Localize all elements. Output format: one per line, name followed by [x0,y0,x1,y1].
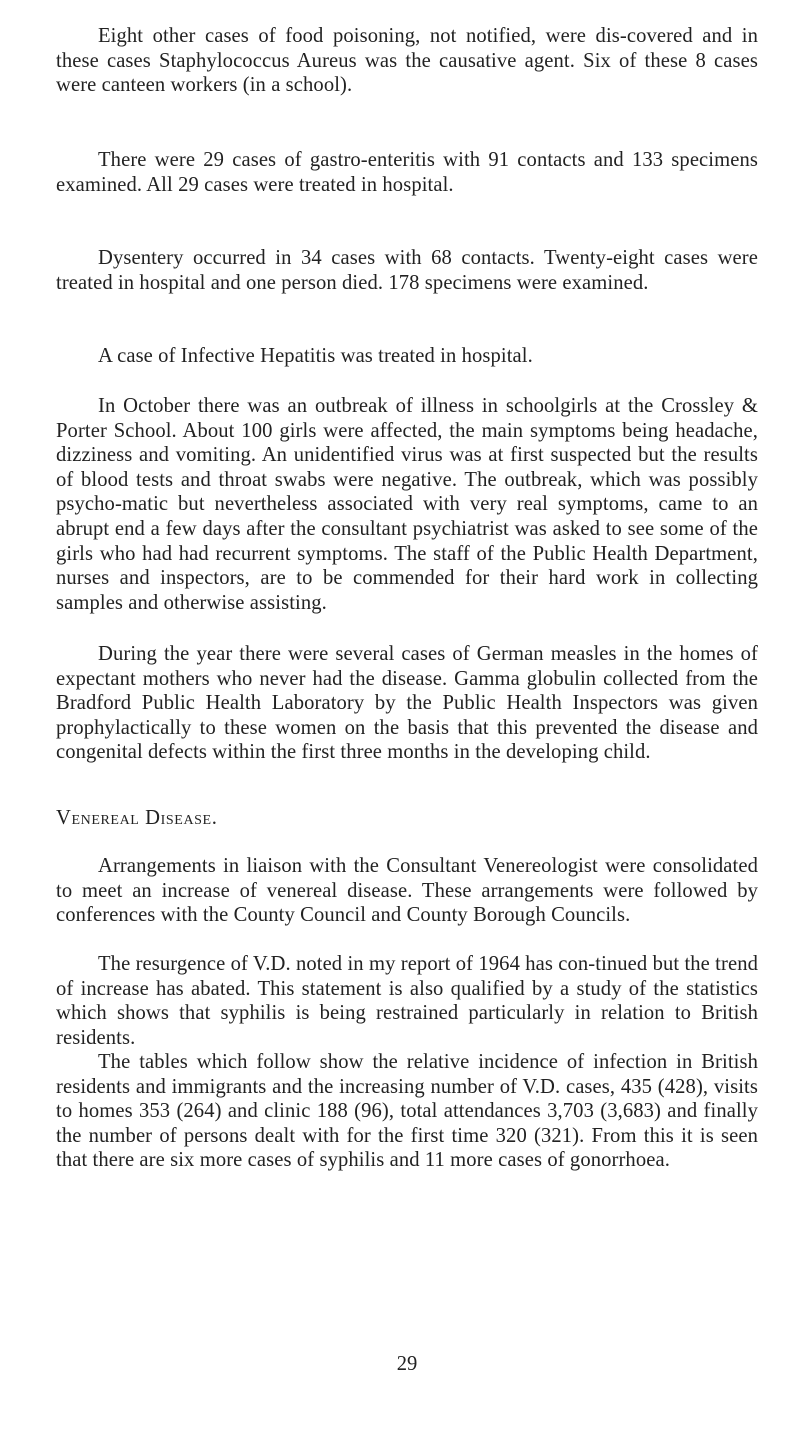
page-number: 29 [396,1353,418,1375]
paragraph-german-measles: During the year there were several cases of German measles in the homes of expectant mothers who never had the disease. Gamma globulin collected from the Bradford Public Health Laboratory by the Public Health Inspectors was given prophylactically to these women on the basis that this prevented the disease and congenital defects within the first three months in the developing child. [56,643,758,764]
paragraph-hepatitis: A case of Infective Hepatitis was treated in hospital. [98,345,533,367]
paragraph-dysentery: Dysentery occurred in 34 cases with 68 contacts. Twenty-eight cases were treated in hospital and one person died. 178 specimens were examined. [56,247,758,294]
paragraph-vd-tables: The tables which follow show the relative incidence of infection in British residents and immigrants and the increasing number of V.D. cases, 435 (428), visits to homes 353 (264) and clinic 188 (96), total attendances 3,703 (3,683) and finally the number of persons dealt with for the first time 320 (321). From this it is seen that there are six more cases of syphilis and 11 more cases of gonorrhoea. [56,1051,758,1172]
paragraph-vd-resurgence: The resurgence of V.D. noted in my report of 1964 has con-tinued but the trend of increase has abated. This statement is also qualified by a study of the statistics which shows that syphilis is being restrained particularly in relation to British residents. [56,953,758,1049]
section-heading-venereal-disease: Venereal Disease. [56,807,218,829]
paragraph-gastro-enteritis: There were 29 cases of gastro-enteritis with 91 contacts and 133 specimens examined. All 29 cases were treated in hospital. [56,149,758,196]
paragraph-vd-arrangements: Arrangements in liaison with the Consultant Venereologist were consolidated to meet an increase of venereal disease. These arrangements were followed by conferences with the County Council and County Borough Councils. [56,855,758,927]
paragraph-food-poisoning: Eight other cases of food poisoning, not notified, were dis-covered and in these cases Staphylococcus Aureus was the causative agent. Six of these 8 cases were canteen workers (in a school). [56,25,758,97]
paragraph-school-outbreak: In October there was an outbreak of illness in schoolgirls at the Crossley & Porter School. About 100 girls were affected, the main symptoms being headache, dizziness and vomiting. An unidentified virus was at first suspected but the results of blood tests and throat swabs were negative. The outbreak, which was possibly psycho-matic but nevertheless associated with very real symptoms, came to an abrupt end a few days after the consultant psychiatrist was asked to see some of the girls who had had recurrent symptoms. The staff of the Public Health Department, nurses and inspectors, are to be commended for their hard work in collecting samples and otherwise assisting. [56,395,758,614]
